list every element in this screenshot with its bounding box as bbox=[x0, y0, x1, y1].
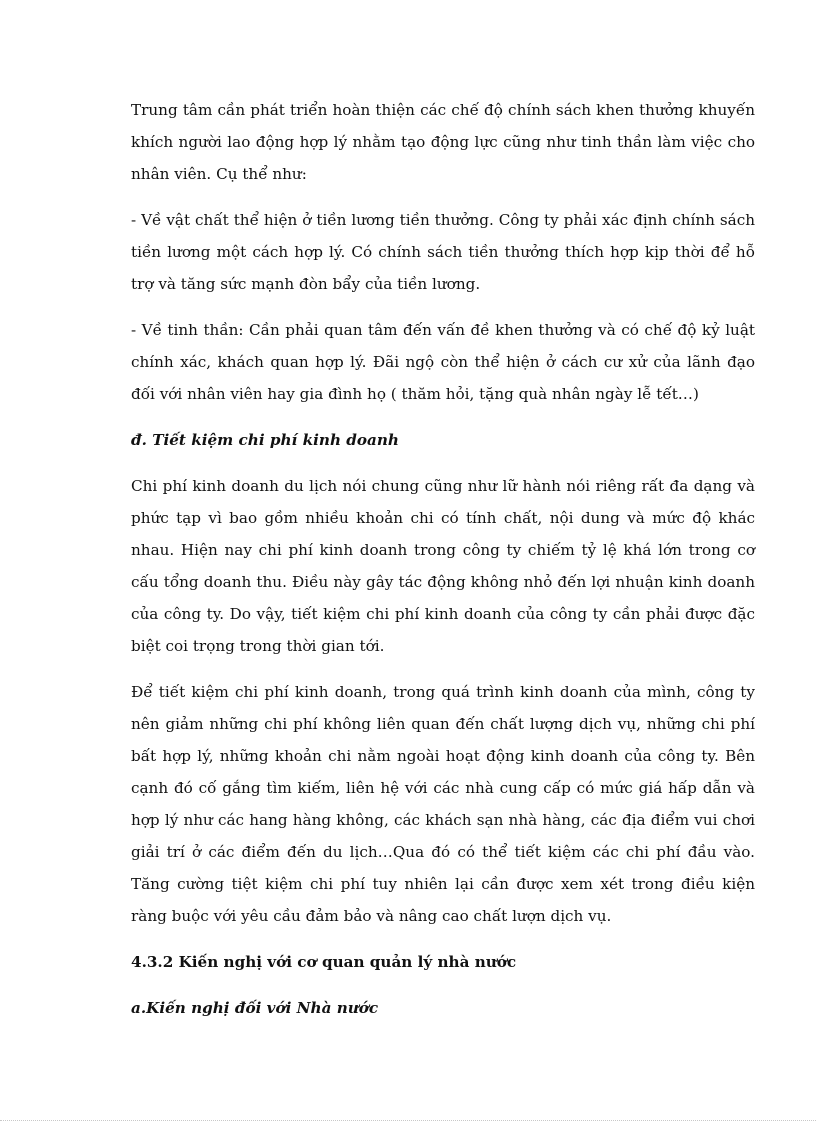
page-bottom-dotted-line bbox=[0, 1120, 816, 1121]
section-heading-recommendations: 4.3.2 Kiến nghị với cơ quan quản lý nhà nước bbox=[131, 953, 517, 971]
subsection-heading-state: a.Kiến nghị đối với Nhà nước bbox=[131, 999, 379, 1017]
paragraph-cost-overview: Chi phí kinh doanh du lịch nói chung cũng như lữ hành nói riêng rất đa dạng và phức tạp vì bao gồm nhiều khoản chi có tính chất, nội dung và mức độ khác nhau. Hiện nay chi phí kinh doanh trong công ty chiếm tỷ lệ khá lớn trong cơ cấu tổng doanh thu. Điều này gây tác động không nhỏ đến lợi nhuận kinh doanh của công ty. Do vậy, tiết kiệm chi phí kinh doanh của công ty cần phải được đặc biệt coi trọng trong thời gian tới. bbox=[131, 477, 755, 655]
section-heading-cost-saving: đ. Tiết kiệm chi phí kinh doanh bbox=[131, 431, 399, 449]
paragraph-material-reward: - Về vật chất thể hiện ở tiền lương tiền thưởng. Công ty phải xác định chính sách tiền lương một cách hợp lý. Có chính sách tiền thưởng thích hợp kịp thời để hỗ trợ và tăng sức mạnh đòn bẩy của tiền lương. bbox=[131, 211, 755, 293]
paragraph-spiritual-reward: - Về tinh thần: Cần phải quan tâm đến vấn đề khen thưởng và có chế độ kỷ luật chính xác, khách quan hợp lý. Đãi ngộ còn thể hiện ở cách cư xử của lãnh đạo đối với nhân viên hay gia đình họ ( thăm hỏi, tặng quà nhân ngày lễ tết…) bbox=[131, 321, 755, 403]
document-body bbox=[131, 94, 755, 1038]
paragraph-intro: Trung tâm cần phát triển hoàn thiện các chế độ chính sách khen thưởng khuyến khích người lao động hợp lý nhằm tạo động lực cũng như tinh thần làm việc cho nhân viên. Cụ thể như: bbox=[131, 101, 755, 183]
paragraph-cost-measures: Để tiết kiệm chi phí kinh doanh, trong quá trình kinh doanh của mình, công ty nên giảm những chi phí không liên quan đến chất lượng dịch vụ, những chi phí bất hợp lý, những khoản chi nằm ngoài hoạt động kinh doanh của công ty. Bên cạnh đó cố gắng tìm kiếm, liên hệ với các nhà cung cấp có mức giá hấp dẫn và hợp lý như các hang hàng không, các khách sạn nhà hàng, các địa điểm vui chơi giải trí ở các điểm đến du lịch…Qua đó có thể tiết kiệm các chi phí đầu vào. Tăng cường tiệt kiệm chi phí tuy nhiên lại cần được xem xét trong điều kiện ràng buộc với yêu cầu đảm bảo và nâng cao chất lượn dịch vụ. bbox=[131, 683, 755, 925]
